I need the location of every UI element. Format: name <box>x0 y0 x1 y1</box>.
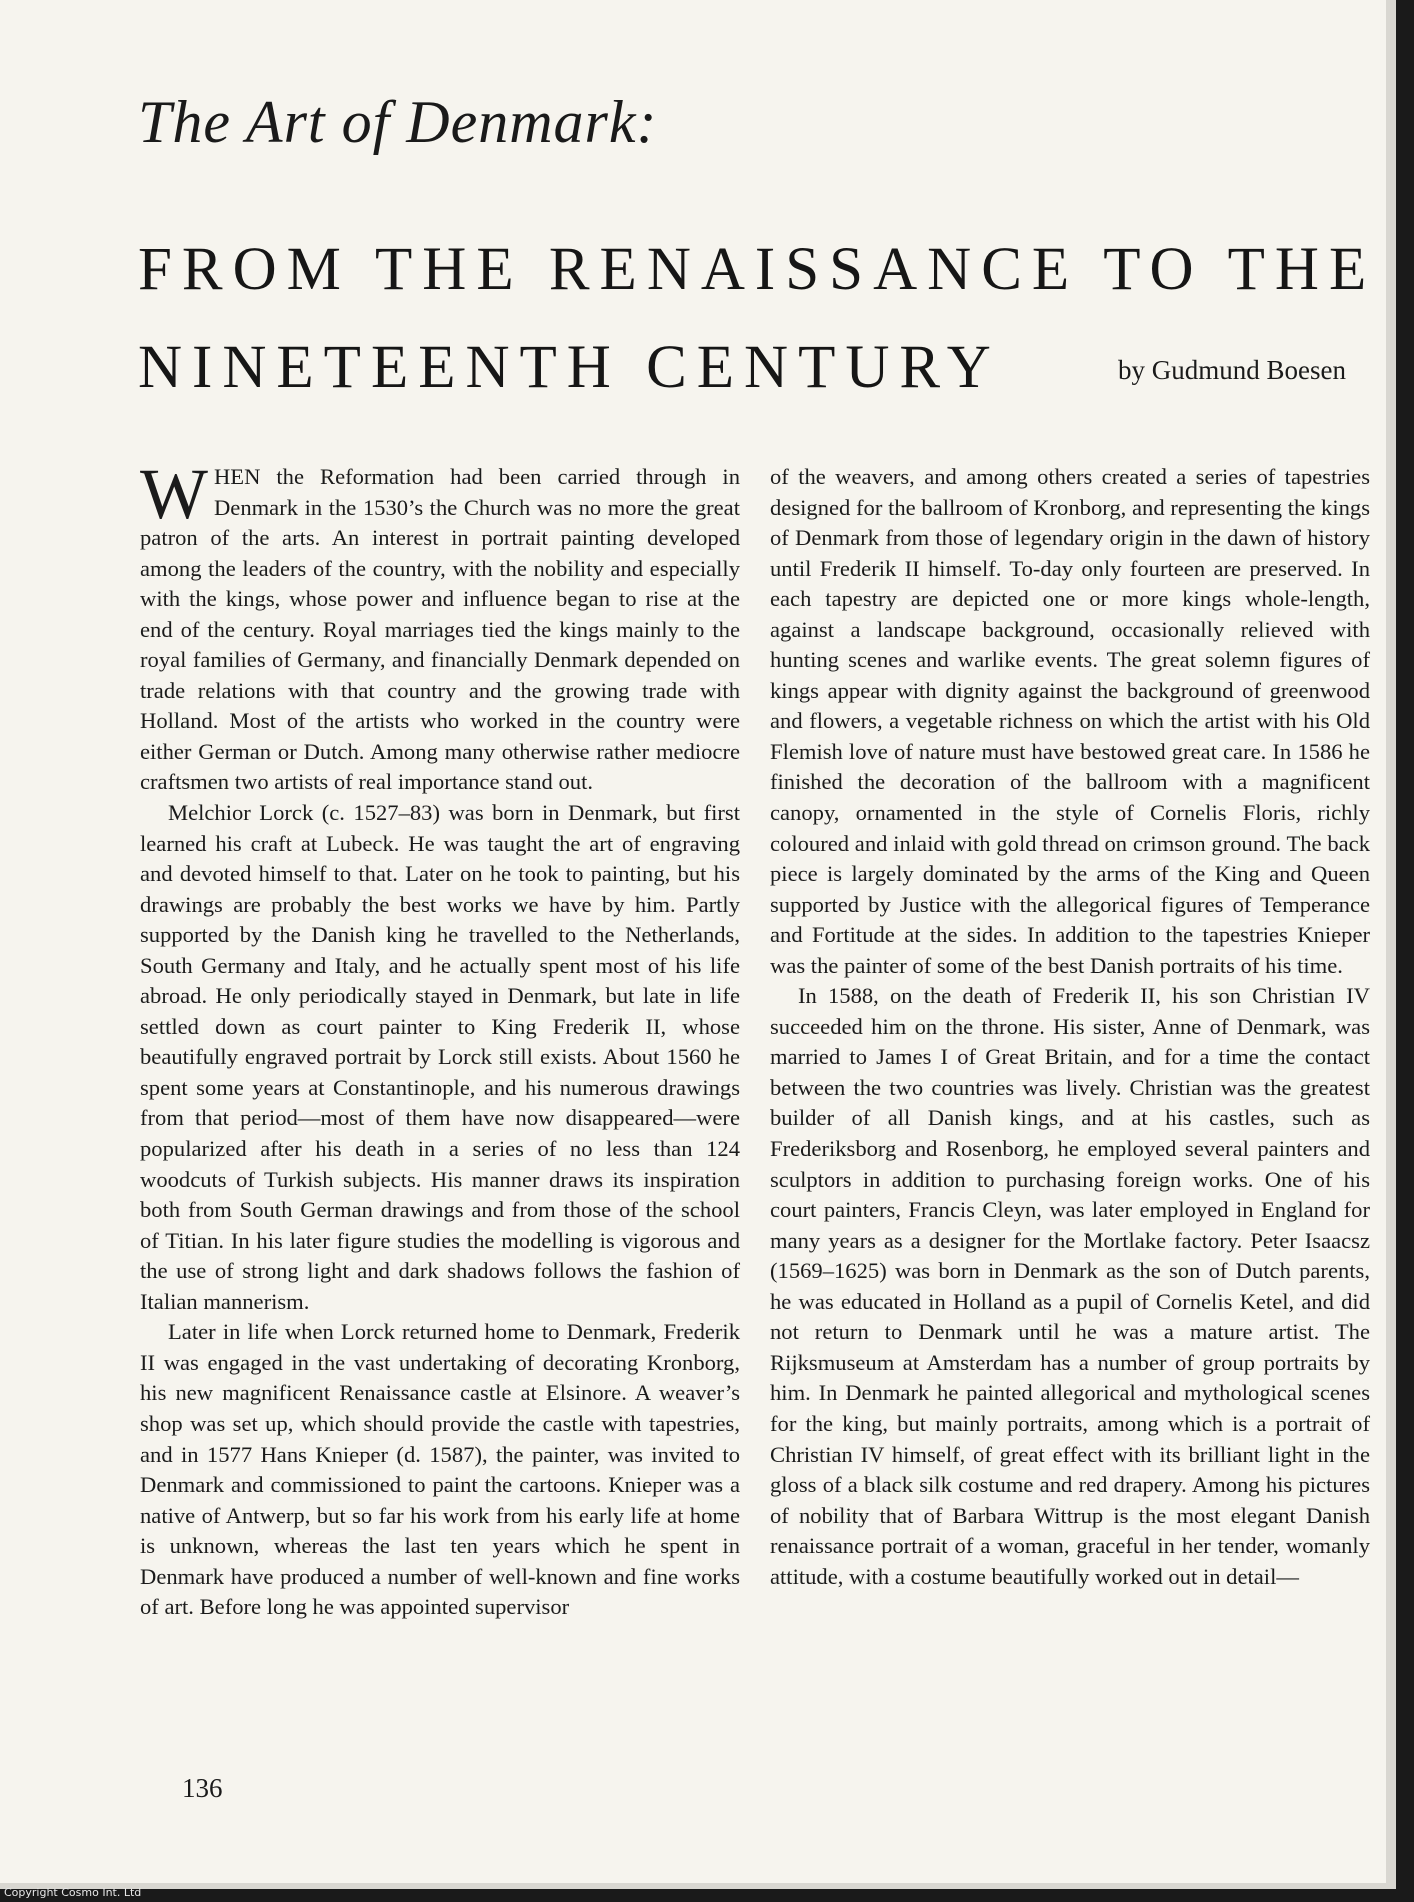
paragraph: Later in life when Lorck returned home to Denmark, Frederik II was engaged in the vast undertaking of decorating Kronborg, his new magnificent Renaissance castle at Elsinore. A weaver’s shop was set up, which should provide the castle with tapestries, and in 1577 Hans Knieper (d. 1587), the painter, was invited to Denmark and commissioned to paint the cartoons. Knieper was a native of Antwerp, but so far his work from his early life at home is unknown, whereas the last ten years which he spent in Denmark have produced a number of well-known and fine works of art. Before long he was appointed supervisor <box>140 1319 740 1620</box>
paragraph: In 1588, on the death of Frederik II, his son Christian IV succeeded him on the throne. His sister, Anne of Denmark, was married to James I of Great Britain, and for a time the contact between the two countries was lively. Christian was the greatest builder of all Danish kings, and at his castles, such as Frederiksborg and Rosenborg, he employed several painters and sculptors in addition to purchasing foreign works. One of his court painters, Francis Cleyn, was later employed in England for many years as a designer for the Mortlake factory. Peter Isaacsz (1569–1625) was born in Denmark as the son of Dutch parents, he was educated in Holland as a pupil of Cornelis Ketel, and did not return to Denmark until he was a mature artist. The Rijksmuseum at Amsterdam has a number of group portraits by him. In Denmark he painted allegorical and mythological scenes for the king, but mainly portraits, among which is a portrait of Christian IV himself, of great effect with its brilliant light in the gloss of a black silk costume and red drapery. Among his pictures of nobility that of Barbara Wittrup is the most elegant Danish renaissance portrait of a woman, graceful in her tender, womanly attitude, with a costume beautifully worked out in detail— <box>770 983 1370 1589</box>
copyright-notice: Copyright Cosmo Int. Ltd <box>4 1886 142 1899</box>
paragraph: of the weavers, and among others created a series of tapestries designed for the ballroom of Kronborg, and representing the kings of Denmark from those of legendary origin in the dawn of history until Frederik II himself. To-day only fourteen are preserved. In each tapestry are depicted one or more kings whole-length, against a landscape background, occasionally relieved with hunting scenes and warlike events. The great solemn figures of kings appear with dignity against the background of greenwood and flowers, a vegetable richness on which the artist with his Old Flemish love of nature must have bestowed great care. In 1586 he finished the decoration of the ballroom with a magnificent canopy, ornamented in the style of Cornelis Floris, richly coloured and inlaid with gold thread on crimson ground. The back piece is largely dominated by the arms of the King and Queen supported by Justice with the allegorical figures of Temperance and Fortitude at the sides. In addition to the tapestries Knieper was the painter of some of the best Danish portraits of his time. <box>770 464 1370 978</box>
drop-cap: W <box>140 454 208 534</box>
paragraph <box>140 454 740 798</box>
right-text-column <box>770 462 1370 1592</box>
series-heading: The Art of Denmark: <box>138 89 658 155</box>
author-byline: by Gudmund Boesen <box>1118 355 1346 385</box>
page-number: 136 <box>182 1773 223 1803</box>
paragraph-text: HEN the Reformation had been carried through in Denmark in the 1530’s the Church was no more the great patron of the arts. An interest in portrait painting developed among the leaders of the country, with the nobility and especially with the kings, whose power and influence began to rise at the end of the century. Royal marriages tied the kings mainly to the royal families of Germany, and financially Denmark depended on trade relations with that country and the growing trade with Holland. Most of the artists who worked in the country were either German or Dutch. Among many otherwise rather mediocre craftsmen two artists of real importance stand out. <box>140 464 740 795</box>
paragraph: Melchior Lorck (c. 1527–83) was born in Denmark, but first learned his craft at Lubeck. He was taught the art of engraving and devoted himself to that. Later on he took to painting, but his drawings are probably the best works we have by him. Partly supported by the Danish king he travelled to the Netherlands, South Germany and Italy, and he actually spent most of his life abroad. He only periodically stayed in Denmark, but late in life settled down as court painter to King Frederik II, whose beautifully engraved portrait by Lorck still exists. About 1560 he spent some years at Constantinople, and his numerous drawings from that period—most of them have now disappeared—were popularized after his death in a series of no less than 124 woodcuts of Turkish subjects. His manner draws its inspiration both from South German drawings and from those of the school of Titian. In his later figure studies the modelling is vigorous and the use of strong light and dark shadows follows the fashion of Italian mannerism. <box>140 800 740 1314</box>
article-title-line-2: NINETEENTH CENTURY <box>138 334 1001 401</box>
article-title-line-1: FROM THE RENAISSANCE TO THE <box>138 236 1377 303</box>
left-text-column <box>140 454 740 1623</box>
